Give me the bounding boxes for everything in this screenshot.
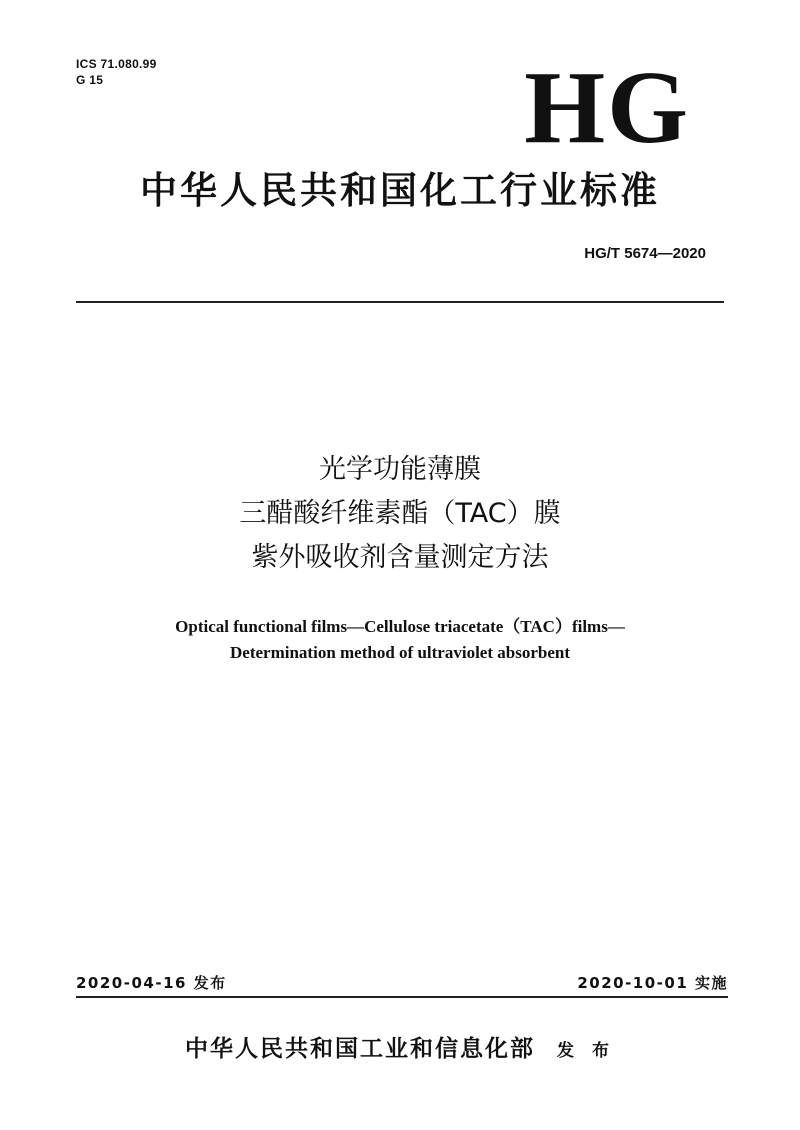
footer-divider [76, 996, 728, 998]
classification-codes [76, 56, 157, 88]
issuer-action: 发 布 [557, 1041, 615, 1061]
header-divider [76, 301, 724, 303]
issue-date: 2020-04-16 发布 [76, 974, 227, 992]
english-title-line: Determination method of ultraviolet absorbent [230, 643, 570, 662]
chinese-title-line: 光学功能薄膜 [319, 454, 481, 485]
chinese-title [0, 448, 800, 580]
issuer-name: 中华人民共和国工业和信息化部 [185, 1035, 536, 1062]
ics-code: ICS 71.080.99 [76, 57, 157, 71]
chinese-title-line: 紫外吸收剂含量测定方法 [251, 542, 549, 573]
english-title-line: Optical functional films—Cellulose triacetate（TAC）films— [175, 617, 625, 636]
standard-logo: HG [524, 50, 690, 165]
english-title [0, 614, 800, 666]
chinese-title-line: 三醋酸纤维素酯（TAC）膜 [239, 498, 561, 529]
standard-number: HG/T 5674—2020 [584, 245, 706, 262]
issuer-line [0, 1034, 800, 1066]
implementation-date: 2020-10-01 实施 [577, 974, 728, 992]
industry-standard-title: 中华人民共和国化工行业标准 [140, 168, 660, 212]
ccs-code: G 15 [76, 73, 104, 87]
